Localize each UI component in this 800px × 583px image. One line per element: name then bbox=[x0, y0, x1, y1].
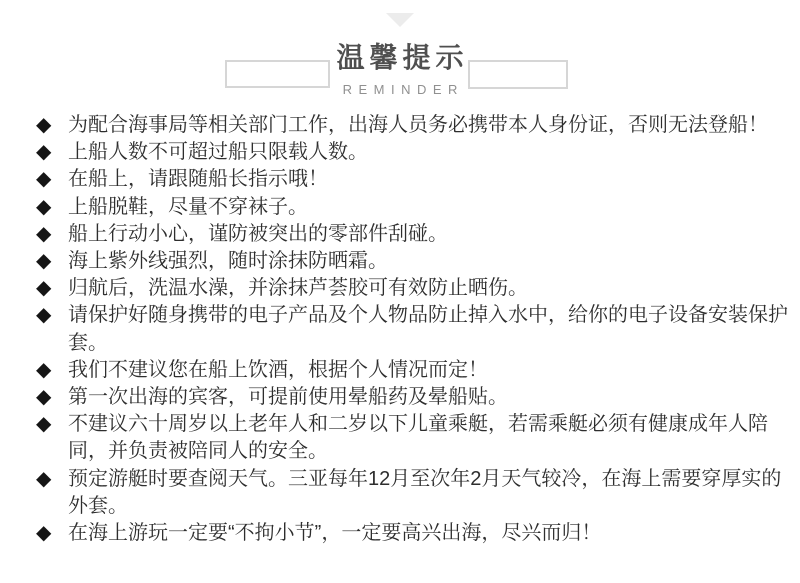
list-item-text: 我们不建议您在船上饮酒，根据个人情况而定！ bbox=[68, 358, 488, 381]
list-item-text: 第一次出海的宾客，可提前使用晕船药及晕船贴。 bbox=[68, 386, 508, 409]
list-item-text: 不建议六十周岁以上老年人和二岁以下儿童乘艇，若需乘艇必须有健康成年人陪同，并负责被陪同人的安全。 bbox=[68, 413, 768, 463]
list-item bbox=[36, 166, 794, 193]
diamond-bullet-icon: ◆ bbox=[36, 277, 52, 300]
list-item bbox=[36, 221, 794, 248]
list-item-text: 上船人数不可超过船只限载人数。 bbox=[68, 141, 368, 164]
diamond-bullet-icon: ◆ bbox=[36, 358, 52, 381]
ribbon-triangle-icon bbox=[386, 13, 414, 27]
list-item bbox=[36, 357, 794, 384]
diamond-bullet-icon: ◆ bbox=[36, 222, 52, 245]
list-item-text: 预定游艇时要查阅天气。三亚每年12月至次年2月天气较冷，在海上需要穿厚实的外套。 bbox=[68, 467, 782, 517]
list-item bbox=[36, 520, 794, 547]
page-title: 温馨提示 bbox=[336, 42, 469, 73]
list-item bbox=[36, 384, 794, 411]
diamond-bullet-icon: ◆ bbox=[36, 522, 52, 545]
list-item bbox=[36, 411, 794, 465]
diamond-bullet-icon: ◆ bbox=[36, 467, 52, 490]
diamond-bullet-icon: ◆ bbox=[36, 250, 52, 273]
list-item-text: 在船上，请跟随船长指示哦！ bbox=[68, 168, 328, 191]
diamond-bullet-icon: ◆ bbox=[36, 386, 52, 409]
list-item bbox=[36, 466, 794, 520]
list-item-text: 在海上游玩一定要“不拘小节”，一定要高兴出海，尽兴而归！ bbox=[68, 522, 602, 545]
list-item bbox=[36, 194, 794, 221]
list-item bbox=[36, 112, 794, 139]
diamond-bullet-icon: ◆ bbox=[36, 195, 52, 218]
list-item bbox=[36, 139, 794, 166]
list-item-text: 为配合海事局等相关部门工作，出海人员务必携带本人身份证，否则无法登船！ bbox=[68, 114, 768, 136]
list-item-text: 海上紫外线强烈，随时涂抹防晒霜。 bbox=[68, 250, 388, 273]
diamond-bullet-icon: ◆ bbox=[36, 141, 52, 164]
diamond-bullet-icon: ◆ bbox=[36, 168, 52, 191]
diamond-bullet-icon: ◆ bbox=[36, 114, 52, 136]
diamond-bullet-icon: ◆ bbox=[36, 413, 52, 436]
diamond-bullet-icon: ◆ bbox=[36, 304, 52, 327]
list-item-text: 船上行动小心，谨防被突出的零部件刮碰。 bbox=[68, 222, 448, 245]
list-item-text: 请保护好随身携带的电子产品及个人物品防止掉入水中，给你的电子设备安装保护套。 bbox=[68, 304, 788, 354]
list-item-text: 归航后，洗温水澡，并涂抹芦荟胶可有效防止晒伤。 bbox=[68, 277, 528, 300]
list-item bbox=[36, 248, 794, 275]
page-subtitle: REMINDER bbox=[342, 82, 464, 97]
tips-list bbox=[36, 112, 794, 547]
list-item bbox=[36, 275, 794, 302]
list-item-text: 上船脱鞋，尽量不穿袜子。 bbox=[68, 195, 308, 218]
list-item bbox=[36, 302, 794, 356]
